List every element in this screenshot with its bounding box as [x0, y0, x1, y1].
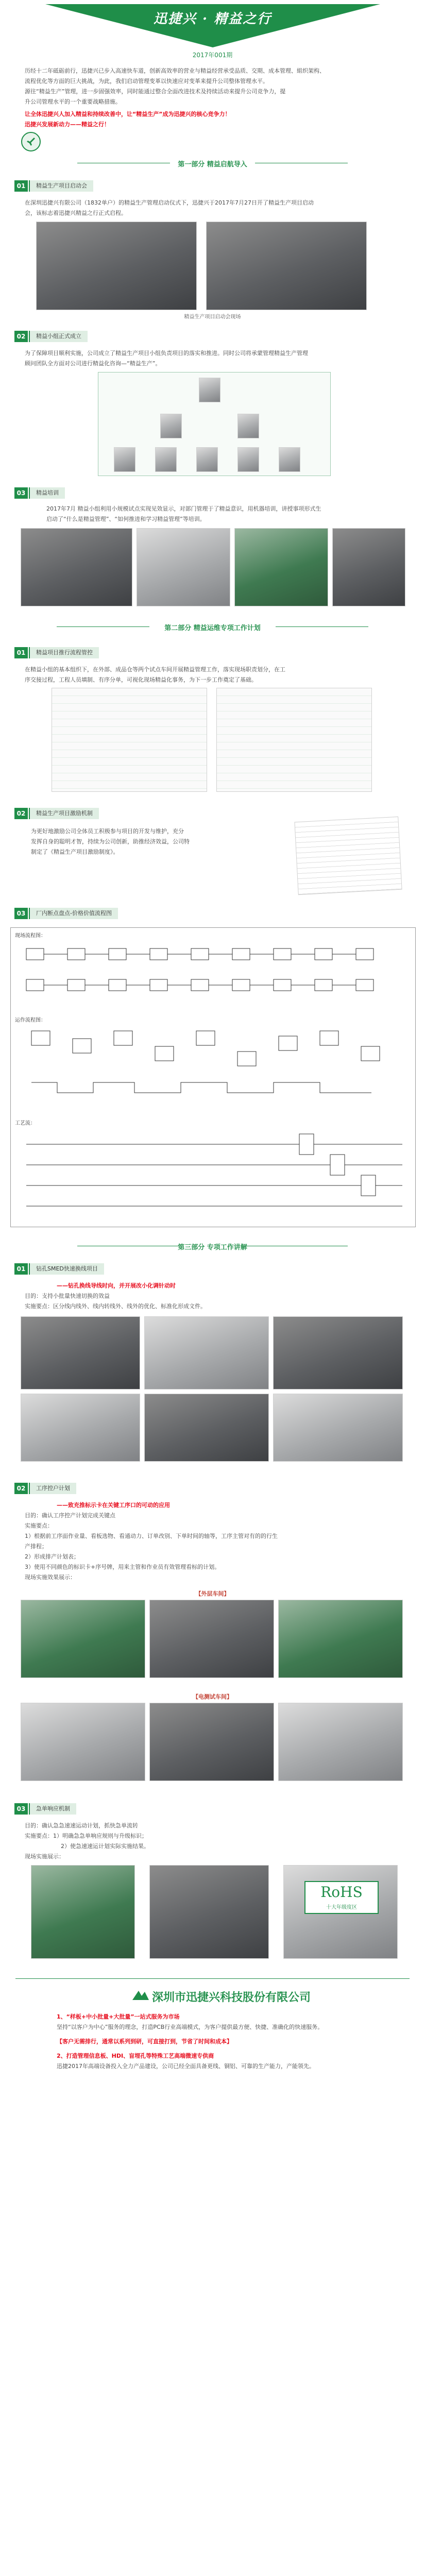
- text-line: 2）形成排产计划表；: [25, 1553, 79, 1560]
- board-photo: [278, 1600, 403, 1678]
- section-text: [25, 665, 406, 685]
- smed-photo: [273, 1316, 403, 1389]
- test-photo: [21, 1703, 145, 1781]
- org-chart: [98, 372, 331, 476]
- section-text: [31, 826, 268, 857]
- page-title: 迅捷兴 · 精益之行: [153, 11, 272, 27]
- text-line: 为了保障项目顺利实施，公司成立了精益生产项目小组负责项目的落实和推进。同时公司将承蒙管理精益生产管理: [25, 350, 308, 357]
- meeting-photo: [36, 222, 197, 310]
- intro-line: 流程优化等方面的巨大挑战，为此，我们启动管理变革以快速应对变革来提升公司整体管理水平。: [25, 78, 268, 84]
- photo-caption: 【外层车间】: [195, 1590, 230, 1597]
- avatar: [196, 447, 218, 472]
- training-photo: [234, 528, 328, 606]
- section-label: 精益生产项目激励机制: [29, 808, 99, 819]
- avatar: [199, 378, 220, 402]
- vsm-diagram: [11, 928, 415, 1227]
- footer-item-text: 坚持“以客户为中心”服务的理念，打造PCB行业高端模式，为客户提供最方便、快捷、准确化的快速服务。: [57, 2024, 324, 2030]
- smed-goal: 目的：支持小批量快速切换的效益: [25, 1293, 110, 1299]
- smed-photo: [144, 1316, 269, 1389]
- plan-goal: 目的：确认工序控产计划完成关键点: [25, 1512, 115, 1519]
- section-number: 03: [14, 908, 28, 919]
- urgent-goal: 目的：确认急急速速运动计划，抓快急单流转: [25, 1822, 138, 1829]
- text-line: 序交接过程，工程人员填制、有序分单，可视化现场精益化事务，为下一步工作奠定了基础。: [25, 676, 257, 683]
- smed-photo: [273, 1394, 403, 1462]
- section-label: 精益生产项目启动会: [29, 180, 93, 192]
- avatar: [237, 447, 259, 472]
- section-label: 精益项目推行流程管控: [29, 647, 99, 658]
- text-line: 在深圳迅捷兴有限公司（1832单户）的精益生产管理启动仪式下，迅捷兴于2017年7月27日开了精益生产项目启动: [25, 199, 314, 206]
- section-number: 02: [14, 1483, 28, 1494]
- urgent-photo: [149, 1865, 269, 1959]
- section-number: 02: [14, 331, 28, 342]
- plan-highlight: ——致充推标示卡在关键工序口的可动的应用: [57, 1502, 170, 1509]
- training-photo: [21, 528, 132, 606]
- urgent-impl: [25, 1831, 406, 1862]
- footer-list: [57, 2012, 386, 2072]
- footer-item-title: 1、“样板+中小批量+大批量”一站式服务为市场: [57, 2013, 180, 2020]
- smed-photo: [21, 1316, 140, 1389]
- text-line: 3）使用不同颜色的标识卡+序号牌，用来主管和作业员有效管理看标的计划。: [25, 1564, 220, 1570]
- text-line: 1）根据前工序面作业量、看板选物、看通动力、订单改别、下单时间的轴等，工序主管对有的的行生: [25, 1533, 278, 1539]
- rohs-sign: RoHS: [320, 1884, 363, 1901]
- smed-photo: [144, 1394, 269, 1462]
- section-label: 工序控户计划: [29, 1483, 76, 1494]
- issue-number: 2017年001期: [192, 52, 233, 59]
- text-line: 2017年7月 精益小组利用小规模试点实现见效显示，对部门管理于了精益意识，用机器培训，讲授事项形式生: [46, 505, 321, 512]
- board-photo: [21, 1600, 145, 1678]
- smed-highlight: ——钻孔换线导线时向，并开展改小化调针动时: [57, 1282, 176, 1289]
- section-text: [46, 504, 407, 524]
- section-label: 钻孔SMED快速换线项目: [29, 1263, 104, 1275]
- section-label: 精益小组正式成立: [29, 331, 88, 342]
- company-logo-icon: [131, 1988, 150, 2003]
- text-line: 为更好地激励公司全体员工积极参与项目的开发与维护，充分: [31, 828, 184, 835]
- avatar: [279, 447, 300, 472]
- vsm-label: 现场流程图：: [15, 933, 46, 939]
- company-name: 深圳市迅捷兴科技股份有限公司: [152, 1991, 311, 2004]
- plan-impl: [25, 1531, 406, 1583]
- intro-highlight: [25, 109, 401, 130]
- training-photo: [137, 528, 230, 606]
- meeting-photo: [206, 222, 367, 310]
- section-label: 厂内断点盘点-价格价值流程图: [29, 908, 118, 919]
- part1-heading: 第一部分 精益启航导入: [178, 161, 247, 168]
- divider: [15, 1978, 410, 1979]
- footer-item-title: 【客户无需排行，通常以系列到研，可直接打到，节省了时间和成本】: [57, 2038, 232, 2045]
- intro-red-line: 让全体迅捷兴人加入精益和持续改善中，让“精益生产”成为迅捷兴的核心竞争力！: [25, 111, 231, 117]
- part3-heading: 第三部分 专项工作讲解: [178, 1244, 247, 1251]
- vsm-label: 运作流程图：: [15, 1018, 46, 1023]
- training-photo: [332, 528, 405, 606]
- urgent-photo: [283, 1865, 398, 1959]
- text-line: 现场实施展示：: [25, 1853, 64, 1860]
- smed-impl: 实施要点：区分线内线外、线内转线外、线外的优化、标准化形成文件。: [25, 1303, 206, 1310]
- urgent-photo: [31, 1865, 135, 1959]
- test-photo: [149, 1703, 274, 1781]
- avatar: [114, 447, 135, 472]
- intro-red-line: 迅捷兴发展新动力——精益之行！: [25, 121, 110, 128]
- section-number: 03: [14, 487, 28, 499]
- section-number: 01: [14, 647, 28, 658]
- footer-item-title: 2、打造管理信息板、HDI、盲埋孔等特殊工艺高端微速专供商: [57, 2053, 214, 2059]
- text-line: 制定了《精益生产项目激励制度》。: [31, 849, 119, 855]
- vsm-label: 工艺流：: [15, 1121, 36, 1126]
- photo-caption: 【电测试车间】: [193, 1693, 232, 1700]
- text-line: 2）使急速速运计划实际实施结果。: [61, 1843, 149, 1850]
- text-line: 启动了“什么是精益管理”、“如何推进和学习精益管理”等培训。: [46, 516, 206, 522]
- section-number: 02: [14, 808, 28, 819]
- plan-impl-title: 实施要点：: [25, 1522, 53, 1529]
- avatar: [155, 447, 177, 472]
- section-label: 精益培训: [29, 487, 65, 499]
- rohs-sign-sub: 十大年级度区: [326, 1905, 357, 1910]
- avatar: [160, 414, 182, 438]
- board-photo: [149, 1600, 274, 1678]
- text-line: 实施要点：1）明确急急单响应规则与升级标识；: [25, 1833, 147, 1839]
- intro-line: 历经十二年砥砺前行，迅捷兴已步入高速快车道，创新高效率的营业与精益经营承受品质、交期、成本管理、組织架构、: [25, 67, 325, 74]
- test-photo: [278, 1703, 403, 1781]
- footer-item-text: 迅捷2017年高端设备投入全力产品建设，公司已经全面具备更线、铜铝、可靠的生产能力，产能领先。: [57, 2063, 315, 2070]
- section-number: 01: [14, 180, 28, 192]
- value-stream-map: [10, 927, 416, 1227]
- section-label: 急单响应机制: [29, 1803, 76, 1815]
- text-line: 发挥自身的聪明才智，持续为公司创新，助推经济效益，公司特: [31, 838, 190, 845]
- text-line: 会，该标志着迅捷兴精益之行正式启程。: [25, 210, 127, 216]
- part2-heading: 第二部分 精益运维专项工作计划: [164, 624, 261, 632]
- intro-line: 源往“精益生产”管理，进一步固强效率，同时能通过整合全面改进技术及持续活动来提升公司竞争力，提: [25, 88, 286, 95]
- avatar: [237, 414, 259, 438]
- process-table-image: [52, 688, 207, 792]
- text-line: 产排程；: [25, 1543, 47, 1550]
- section-number: 03: [14, 1803, 28, 1815]
- text-line: 在精益小组的基本组织下，在外部、成品仓等两个试点车间开展精益管理工作，落实现场职责划分，在工: [25, 666, 285, 673]
- intro-text: [25, 66, 401, 107]
- text-line: 现场实施效果展示：: [25, 1574, 76, 1581]
- incentive-document: [294, 817, 402, 895]
- smed-photo: [21, 1394, 140, 1462]
- section-text: [25, 348, 406, 369]
- rocket-icon: [21, 131, 41, 152]
- process-table-image: [216, 688, 372, 792]
- intro-line: 升公司管理水平的一个重要战略措施。: [25, 98, 121, 105]
- section-number: 01: [14, 1263, 28, 1275]
- photo-caption: 精益生产项目启动会现场: [184, 314, 241, 320]
- text-line: 顾问团队全方面对公司进行精益化咨询—“精益生产”。: [25, 360, 161, 367]
- section-text: [25, 198, 406, 218]
